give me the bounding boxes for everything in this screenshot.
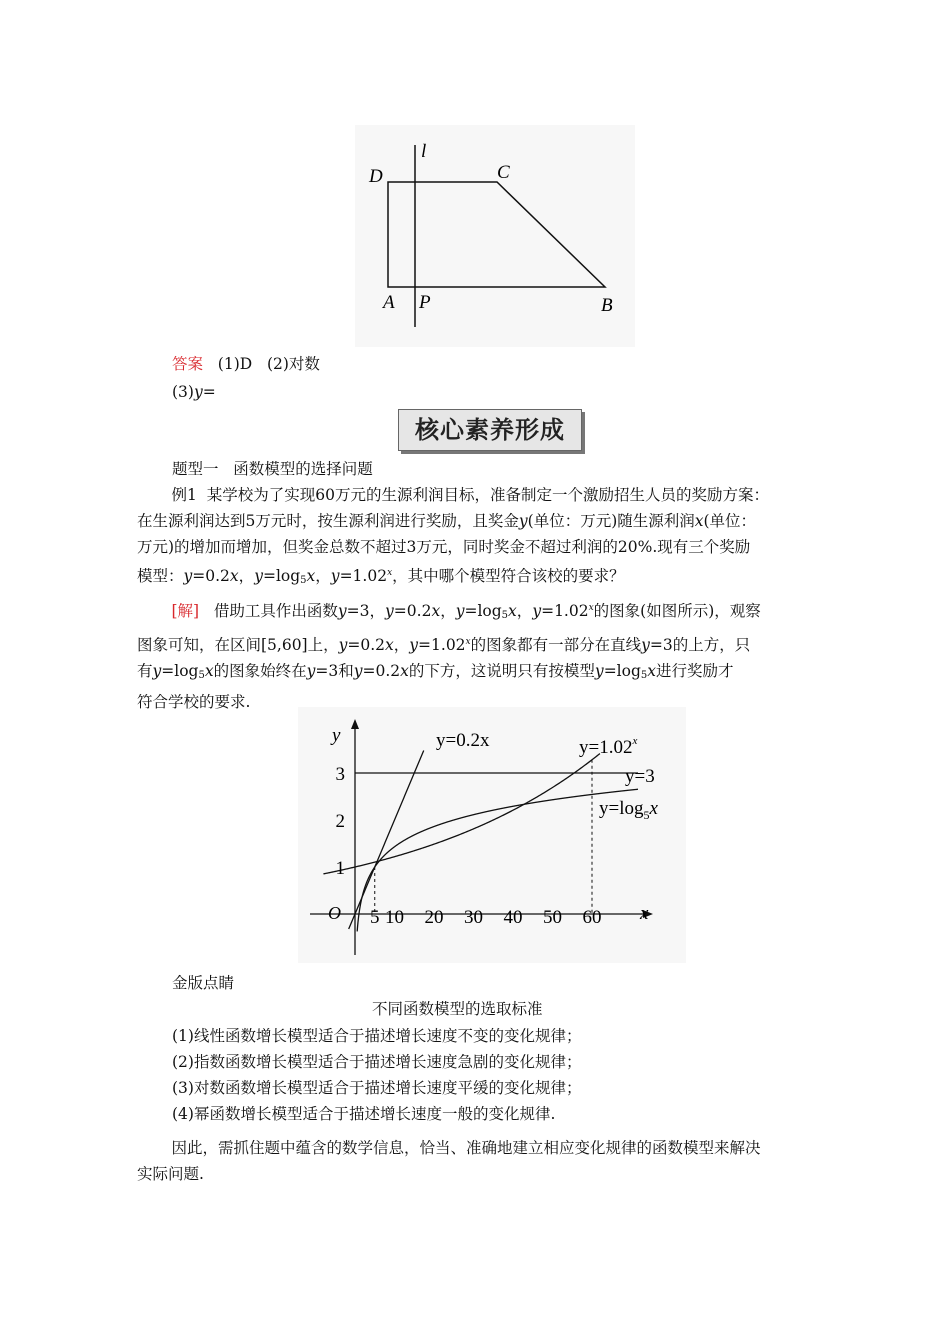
section-banner-text: 核心素养形成 <box>415 416 565 444</box>
solution-text-3h: 进行奖励才 <box>656 662 734 680</box>
tips-list <box>172 1023 581 1127</box>
x-tick-label: 50 <box>543 907 562 928</box>
solution-text-1d: =log <box>464 602 502 620</box>
answer-part-1: (1)D <box>217 355 253 373</box>
solution-text-2c: =1.02 <box>418 636 466 654</box>
answer-line-2 <box>172 381 216 403</box>
label-C: C <box>497 162 510 183</box>
solution-text-2a: 图象可知，在区间[5,60]上， <box>137 636 339 654</box>
function-graph-chart <box>298 707 686 963</box>
trapezoid-figure <box>355 125 635 347</box>
y-tick-label: 1 <box>335 858 345 879</box>
x-tick-label: 60 <box>582 907 602 928</box>
example-text-2c: (单位： <box>703 512 757 530</box>
solution-text-3c: 的图象始终在 <box>213 662 307 680</box>
section-type: 题型一 <box>172 460 219 478</box>
answer-part-2: (2)对数 <box>266 355 320 373</box>
solution-tag: [解] <box>171 602 200 620</box>
x-tick-label: 5 <box>370 907 380 928</box>
label-exponential: $y=1.02^x$ <box>579 735 638 758</box>
x-tick-label: 30 <box>464 907 483 928</box>
solution-text-3f: 的下方，这说明只有按模型 <box>408 662 595 680</box>
example-line-1 <box>137 482 817 508</box>
label-l: l <box>421 141 427 162</box>
tips-title-text: 金版点睛 <box>172 974 235 992</box>
solution-text-1f: 的图象(如图所示)，观察 <box>593 602 761 620</box>
origin-label: O <box>328 903 341 923</box>
example-line-2: 在生源利润达到5万元时，按生源利润进行奖励，且奖金y(单位：万元)随生源利润x(单位： <box>137 512 757 530</box>
tips-title <box>172 972 234 994</box>
y-tick-label: 3 <box>335 764 345 785</box>
example-text-4b: =0.2 <box>192 567 230 585</box>
label-B: B <box>601 295 613 316</box>
y-tick-label: 2 <box>335 811 345 832</box>
tips-item: (2)指数函数增长模型适合于描述增长速度急剧的变化规律； <box>172 1053 582 1071</box>
label-D: D <box>369 166 383 187</box>
solution-text-2e: =3的上方，只 <box>649 636 751 654</box>
answer-label: 答案 <box>172 355 204 373</box>
example-text-1: 某学校为了实现60万元的生源利润目标，准备制定一个激励招生人员的奖励方案： <box>206 486 769 504</box>
label-linear: y=0.2x <box>436 730 490 751</box>
example-label: 例1 <box>171 486 197 504</box>
example-text-2b: (单位：万元)随生源利润 <box>527 512 695 530</box>
section-heading <box>172 458 373 480</box>
x-tick-label: 20 <box>424 907 444 928</box>
example-text-4c: =log <box>262 567 301 585</box>
solution-text-1a: 借助工具作出函数 <box>213 602 338 620</box>
solution-text-1c: =0.2 <box>393 602 432 620</box>
answer-line-1 <box>172 353 320 375</box>
x-tick-label: 40 <box>503 907 523 928</box>
label-logarithmic: $y=\log_5x$ <box>599 798 658 822</box>
tips-conclusion-line-2 <box>137 1161 761 1187</box>
x-tick-label: 10 <box>385 907 404 928</box>
x-axis-label: x <box>640 903 649 924</box>
solution-text-2b: =0.2 <box>347 636 386 654</box>
solution-text-3b: =log <box>161 662 199 680</box>
tips-subtitle-text: 不同函数模型的选取标准 <box>372 1000 543 1018</box>
tips-conclusion-text-1: 因此，需抓住题中蕴含的数学信息，恰当、准确地建立相应变化规律的函数模型来解决 <box>171 1139 761 1157</box>
example-line-4: 模型：y=0.2x，$y=\log_5x$，$y=1.02^x$，其中哪个模型符合该校的要求？ <box>137 567 625 586</box>
tips-conclusion-line-1 <box>137 1135 761 1161</box>
solution-line-1: [解] 借助工具作出函数y=3，y=0.2x，$y=\log_5x$，$y=1.02^x$的图象(如图所示)，观察 <box>171 602 761 621</box>
solution-line-2: 图象可知，在区间[5,60]上，y=0.2x，$y=1.02^x$的图象都有一部分在直线y=3的上方，只 <box>137 636 751 654</box>
solution-text-3g: =log <box>603 662 641 680</box>
tips-conclusion-text-2: 实际问题. <box>137 1165 204 1183</box>
example-text-2a: 在生源利润达到5万元时，按生源利润进行奖励，且奖金 <box>137 512 519 530</box>
solution-text-3d: =3和 <box>315 662 354 680</box>
solution-text-3e: =0.2 <box>362 662 401 680</box>
label-A: A <box>383 292 395 313</box>
tips-item: (4)幂函数增长模型适合于描述增长速度一般的变化规律. <box>172 1105 556 1123</box>
tips-item: (1)线性函数增长模型适合于描述增长速度不变的变化规律； <box>172 1027 582 1045</box>
tips-item: (3)对数函数增长模型适合于描述增长速度平缓的变化规律； <box>172 1079 582 1097</box>
tips-conclusion <box>137 1135 761 1187</box>
y-axis-label: y <box>332 725 341 746</box>
example-text-3: 万元)的增加而增加，但奖金总数不超过3万元，同时奖金不超过利润的20%.现有三个奖励 <box>137 538 751 556</box>
answer-part-3-var: y <box>193 383 203 401</box>
solution-text-1b: =3， <box>346 602 386 620</box>
tips-subtitle <box>372 998 543 1020</box>
example-text-4a: 模型： <box>137 567 184 585</box>
solution-text-3a: 有 <box>137 662 153 680</box>
solution-block <box>137 595 817 715</box>
example-text-4e: ，其中哪个模型符合该校的要求？ <box>392 567 625 585</box>
answer-part-3-eq: = <box>202 383 216 401</box>
label-P: P <box>419 292 431 313</box>
solution-text-1e: =1.02 <box>541 602 589 620</box>
section-banner <box>398 409 582 451</box>
solution-text-4: 符合学校的要求. <box>137 693 251 711</box>
example-block <box>137 482 817 594</box>
label-constant: y=3 <box>625 766 655 787</box>
example-text-4d: =1.02 <box>339 567 388 585</box>
section-title: 函数模型的选择问题 <box>233 460 373 478</box>
solution-text-2d: 的图象都有一部分在直线 <box>470 636 642 654</box>
solution-line-3: 有$y=\log_5x$的图象始终在y=3和y=0.2x的下方，这说明只有按模型$y=\log_5x$进行奖励才 <box>137 662 734 681</box>
example-line-3 <box>137 534 817 560</box>
answer-part-3-prefix: (3) <box>172 383 194 401</box>
